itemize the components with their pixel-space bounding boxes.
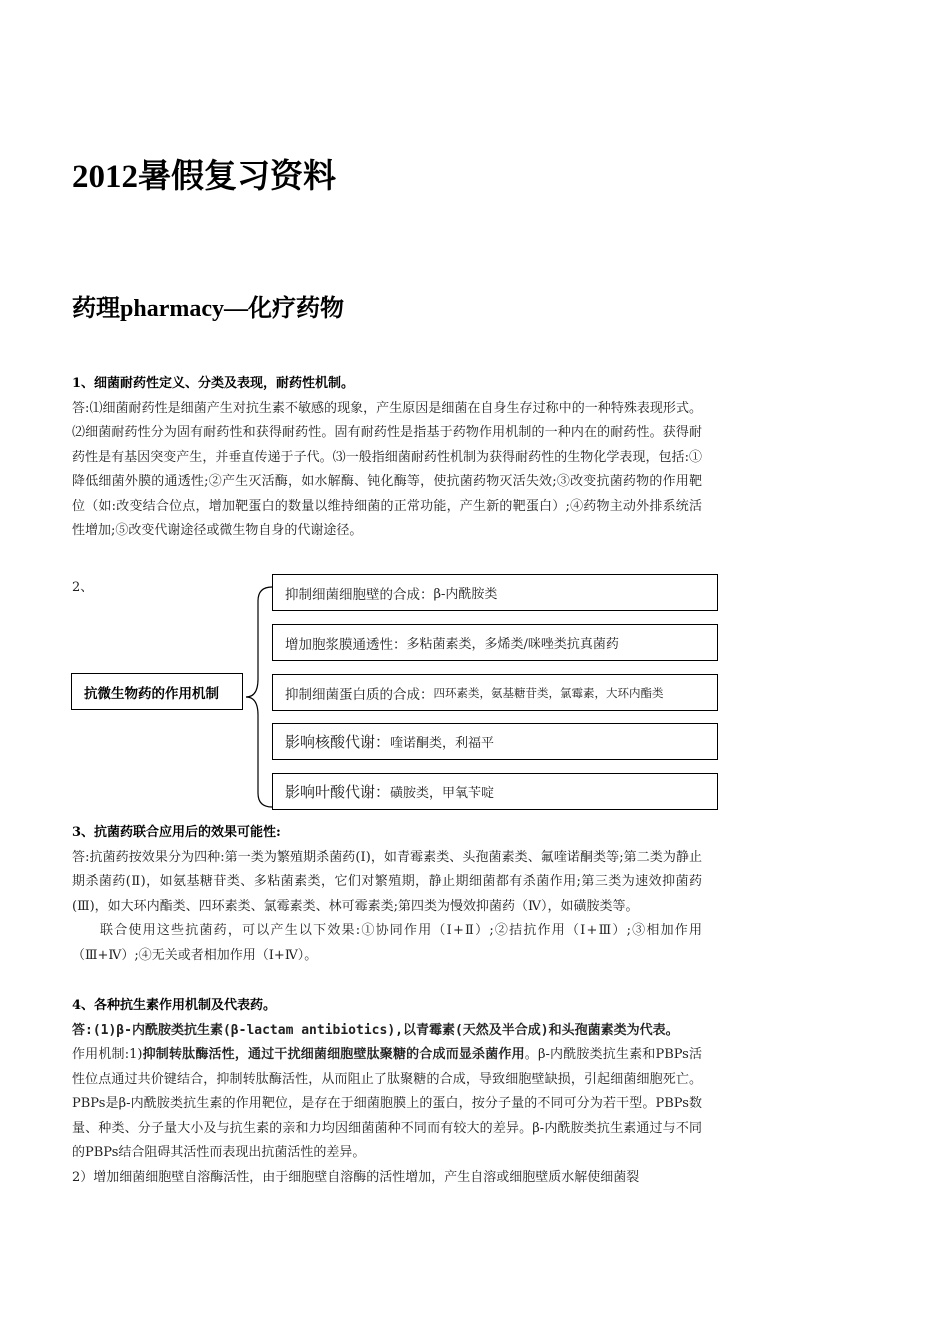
mechanism-detail: 磺胺类，甲氧苄啶 [390, 786, 495, 801]
mechanism-bold: 抑制转肽酶活性，通过干扰细菌细胞壁肽聚糖的合成而显杀菌作用 [142, 1047, 525, 1062]
question-3-heading: 3、抗菌药联合应用后的效果可能性: [72, 825, 281, 840]
mechanism-head: 抑制细菌蛋白质的合成： [285, 686, 434, 703]
question-4-point-2: 2）增加细菌细胞壁自溶酶活性，由于细胞壁自溶酶的活性增加，产生自溶或细胞壁质水解使细菌裂 [72, 1169, 640, 1185]
mechanism-detail: β-内酰胺类 [433, 587, 498, 602]
mechanism-detail: 四环素类，氨基糖苷类，氯霉素，大环内酯类 [433, 685, 664, 700]
mechanism-brace [240, 585, 276, 810]
mechanism-head: 增加胞浆膜通透性： [285, 636, 407, 653]
question-4-mechanism [72, 1043, 702, 1166]
doc-title: 2012暑假复习资料 [72, 159, 336, 195]
mechanism-box-nucleic-acid [272, 723, 718, 760]
question-1-answer: 答:⑴细菌耐药性是细菌产生对抗生素不敏感的现象，产生原因是细菌在自身生存过称中的一种特殊表现形式。⑵细菌耐药性分为固有耐药性和获得耐药性。固有耐药性是指基于药物作用机制的一种内在的耐药性。获得耐药性是有基因突变产生，并垂直传递于子代。⑶一般指细菌耐药性机制为获得耐药性的生物化学表现，包括:①降低细菌外膜的通透性;②产生灭活酶，如水解酶、钝化酶等，使抗菌药物灭活失效;③改变抗菌药物的作用靶位（如:改变结合位点，增加靶蛋白的数量以维持细菌的正常功能，产生新的靶蛋白）;④药物主动外排系统活性增加;⑤改变代谢途径或微生物自身的代谢途径。 [72, 400, 702, 538]
question-2-number: 2、 [72, 580, 94, 595]
mechanism-text: 。β-内酰胺类抗生素和PBPs活性位点通过共价键结合，抑制转肽酶活性，从而阻止了肽聚糖的合成，导致细胞壁缺损，引起细菌细胞死亡。PBPs是β-内酰胺类抗生素的作用靶位，是存在于细菌胞膜上的蛋白，按分子量的不同可分为若干型。PBPs数量、种类、分子量大小及与抗生素的亲和力均因细菌菌种不同而有较大的差异。β-内酰胺类抗生素通过与不同的PBPs结合阻碍其活性而表现出抗菌活性的差异。 [72, 1047, 702, 1160]
doc-subtitle: 药理pharmacy—化疗药物 [72, 296, 344, 322]
question-1-heading: 1、细菌耐药性定义、分类及表现，耐药性机制。 [72, 376, 355, 391]
question-1-section [72, 372, 702, 544]
question-3-section [72, 821, 702, 968]
question-3-combination: 联合使用这些抗菌药，可以产生以下效果:①协同作用（Ⅰ+Ⅱ）;②拮抗作用（Ⅰ+Ⅲ）;③相加作用（Ⅲ+Ⅳ）;④无关或者相加作用（Ⅰ+Ⅳ）。 [72, 923, 702, 963]
question-3-answer: 答:抗菌药按效果分为四种:第一类为繁殖期杀菌药(Ⅰ)，如青霉素类、头孢菌素类、氟喹诺酮类等;第二类为静止期杀菌药(Ⅱ)，如氨基糖苷类、多粘菌素类，它们对繁殖期，静止期细菌都有杀菌作用;第三类为速效抑菌药(Ⅲ)，如大环内酯类、四环素类、氯霉素类、林可霉素类;第四类为慢效抑菌药（Ⅳ），如磺胺类等。 [72, 849, 702, 914]
question-4-heading: 4、各种抗生素作用机制及代表药。 [72, 998, 277, 1013]
question-4-answer-head: 答:(1)β-内酰胺类抗生素(β-lactam antibiotics),以青霉素(天然及半合成)和头孢菌素类为代表。 [72, 1022, 679, 1038]
mechanism-label: 作用机制:1) [72, 1047, 143, 1062]
mechanism-box-cell-wall [272, 574, 718, 611]
mechanism-box-membrane [272, 624, 718, 661]
mechanism-head: 影响核酸代谢： [285, 733, 391, 751]
mechanism-box-folate [272, 773, 718, 810]
mechanism-detail: 多粘菌素类，多烯类/咪唑类抗真菌药 [406, 637, 619, 652]
question-4-section [72, 994, 702, 1190]
mechanism-head: 影响叶酸代谢： [285, 783, 391, 801]
mechanism-box-protein [272, 674, 718, 711]
mechanism-detail: 喹诺酮类，利福平 [390, 736, 495, 751]
mechanism-root-box: 抗微生物药的作用机制 [71, 673, 243, 710]
mechanism-head: 抑制细菌细胞壁的合成： [285, 586, 434, 603]
